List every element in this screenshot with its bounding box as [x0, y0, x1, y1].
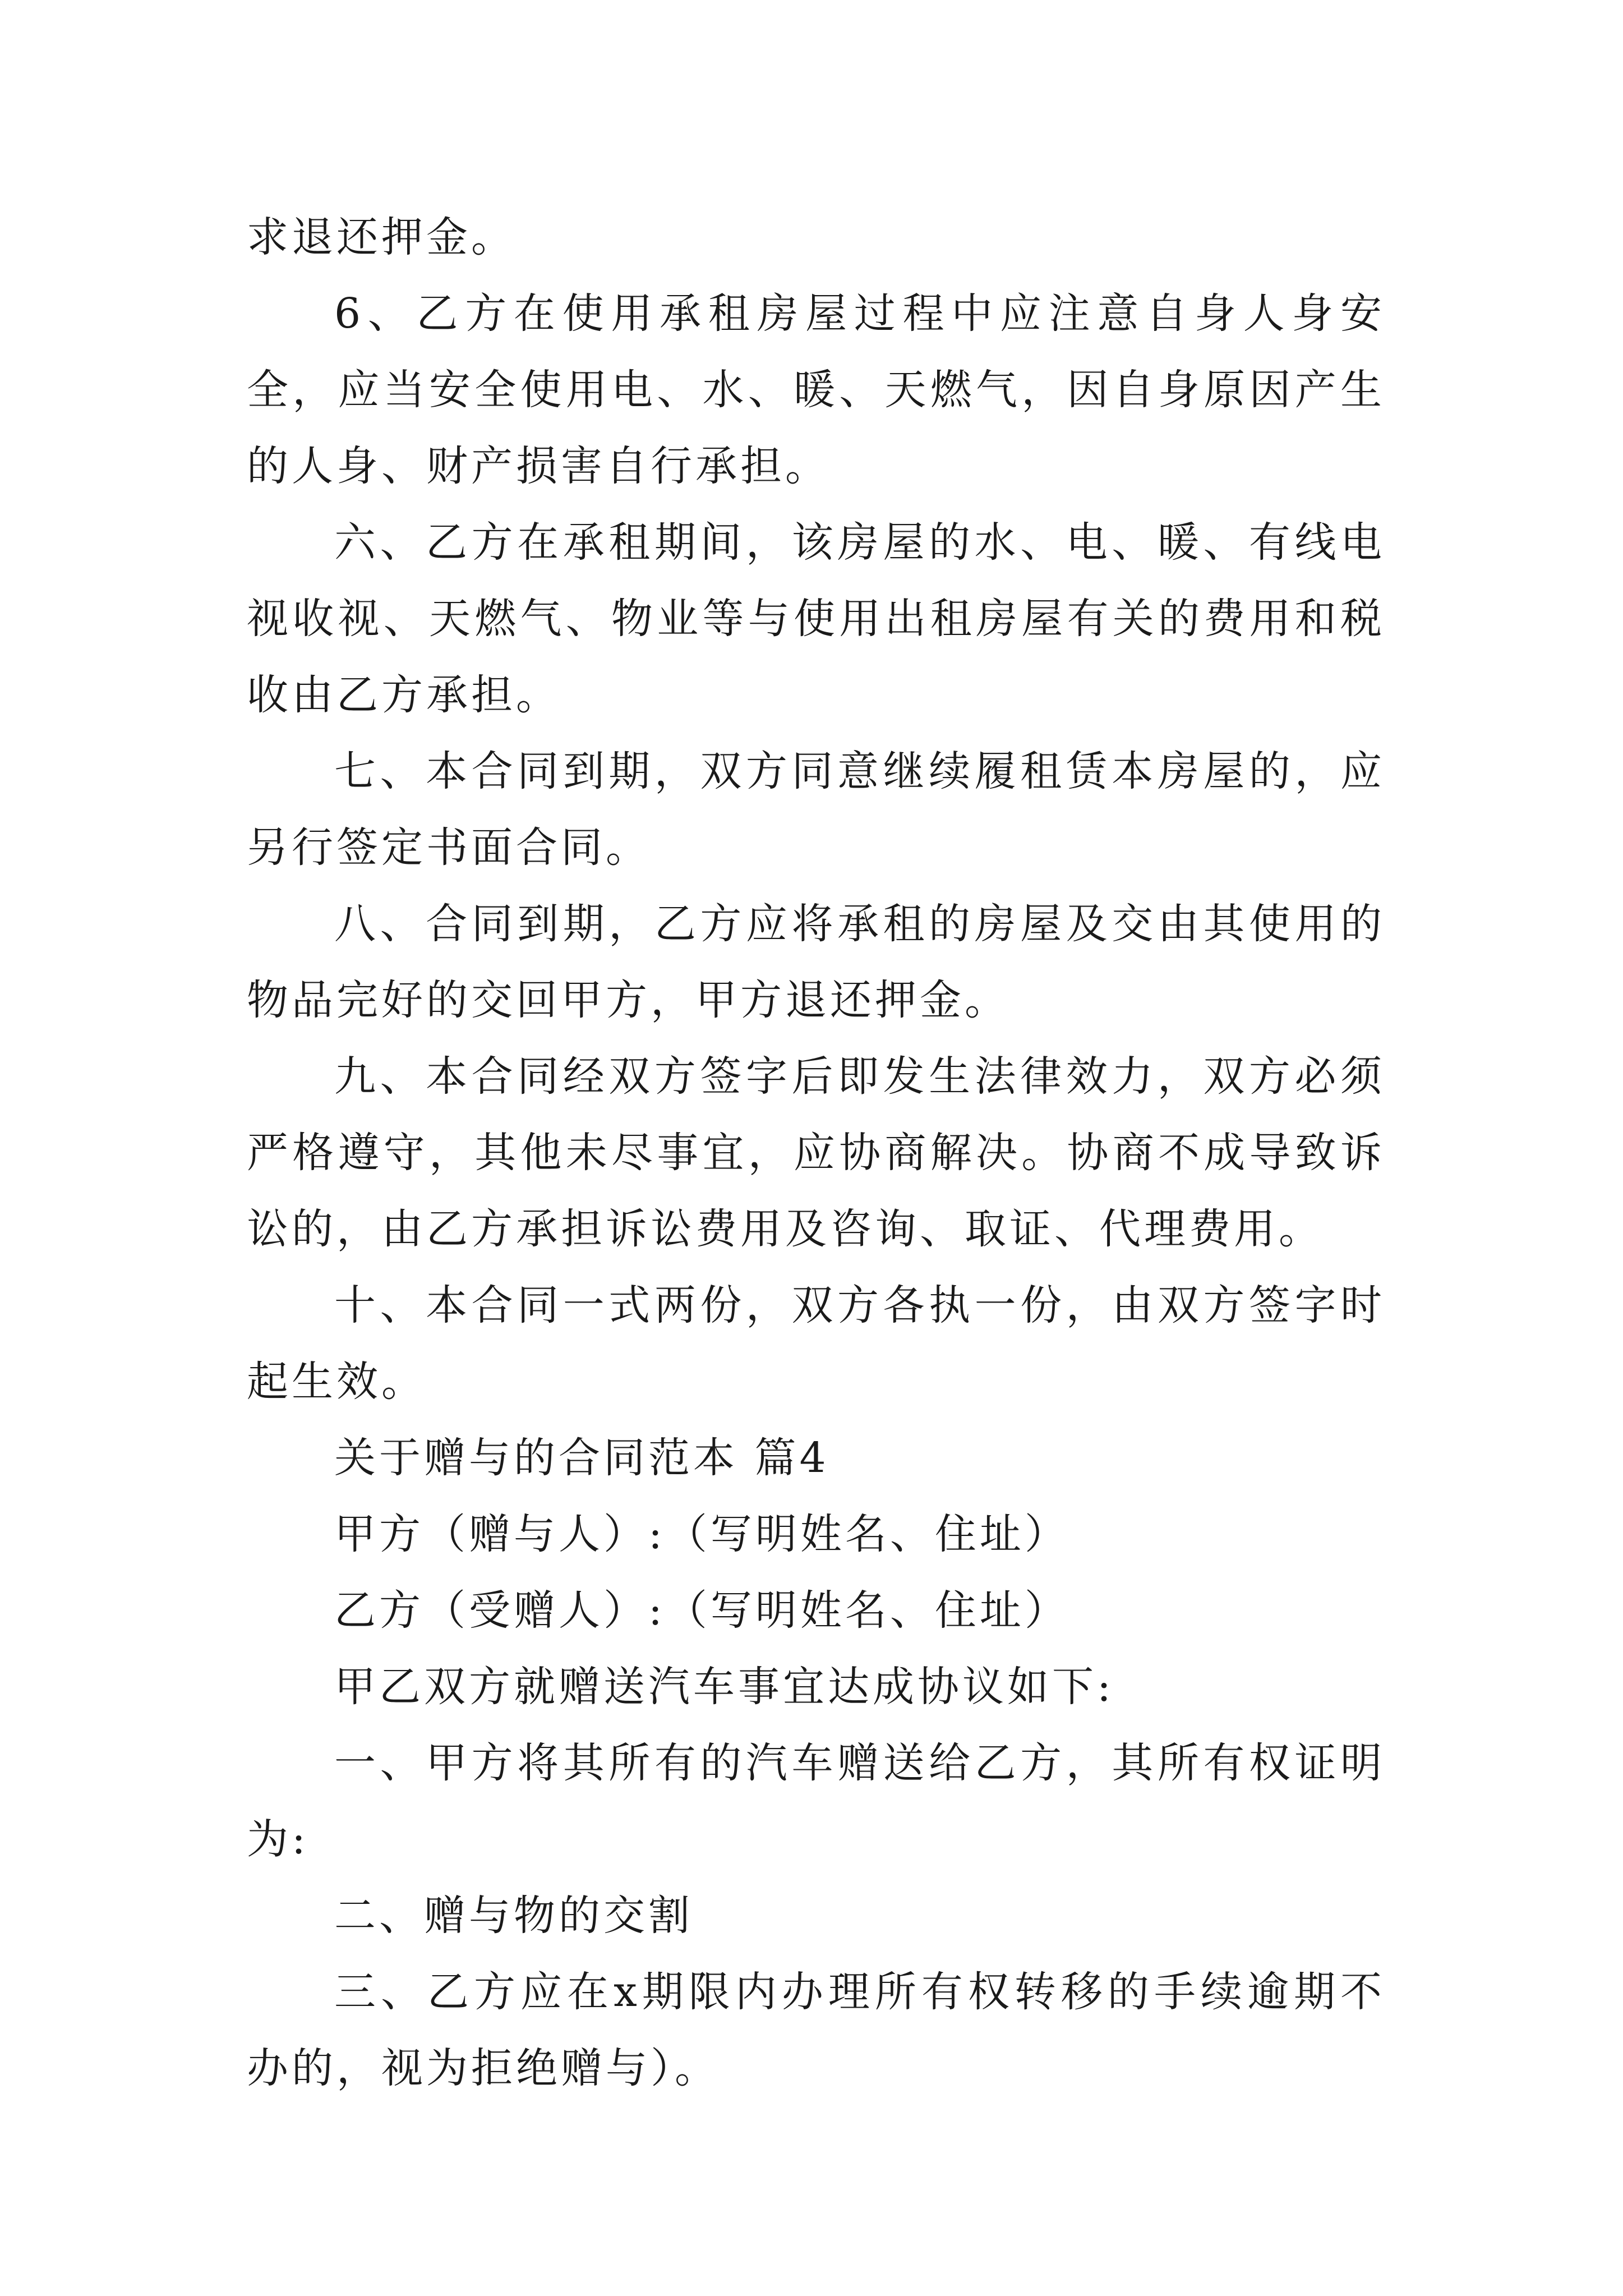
paragraph-section-8: 八、合同到期，乙方应将承租的房屋及交由其使用的物品完好的交回甲方，甲方退还押金。 — [247, 900, 1385, 1024]
gift-clause-3: 三、乙方应在x期限内办理所有权转移的手续逾期不办的，视为拒绝赠与）。 — [247, 1968, 1385, 2092]
section-heading: 关于赠与的合同范本 篇4 — [334, 1434, 829, 1482]
agreement-intro: 甲乙双方就赠送汽车事宜达成协议如下: — [334, 1663, 1114, 1711]
document-body — [247, 199, 1385, 2106]
paragraph-section-7: 七、本合同到期，双方同意继续履租赁本房屋的，应另行签定书面合同。 — [247, 747, 1385, 872]
gift-clause-2: 二、赠与物的交割 — [334, 1892, 693, 1940]
paragraph-section-9: 九、本合同经双方签字后即发生法律效力，双方必须严格遵守，其他未尽事宜，应协商解决。协商不成导致诉讼的，由乙方承担诉讼费用及咨询、取证、代理费用。 — [247, 1052, 1385, 1253]
paragraph-clause-6: 6、乙方在使用承租房屋过程中应注意自身人身安全，应当安全使用电、水、暖、天燃气，因自身原因产生的人身、财产损害自行承担。 — [247, 289, 1385, 490]
party-b-line: 乙方（受赠人）:（写明姓名、住址） — [334, 1586, 1069, 1635]
gift-clause-1: 一、甲方将其所有的汽车赠送给乙方，其所有权证明为: — [247, 1739, 1385, 1864]
paragraph-section-10: 十、本合同一式两份，双方各执一份，由双方签字时起生效。 — [247, 1281, 1385, 1406]
paragraph-continuation: 求退还押金。 — [247, 213, 516, 261]
party-a-line: 甲方（赠与人）:（写明姓名、住址） — [334, 1510, 1069, 1558]
paragraph-section-6: 六、乙方在承租期间，该房屋的水、电、暖、有线电视收视、天燃气、物业等与使用出租房屋有关的费用和税收由乙方承担。 — [247, 518, 1385, 719]
